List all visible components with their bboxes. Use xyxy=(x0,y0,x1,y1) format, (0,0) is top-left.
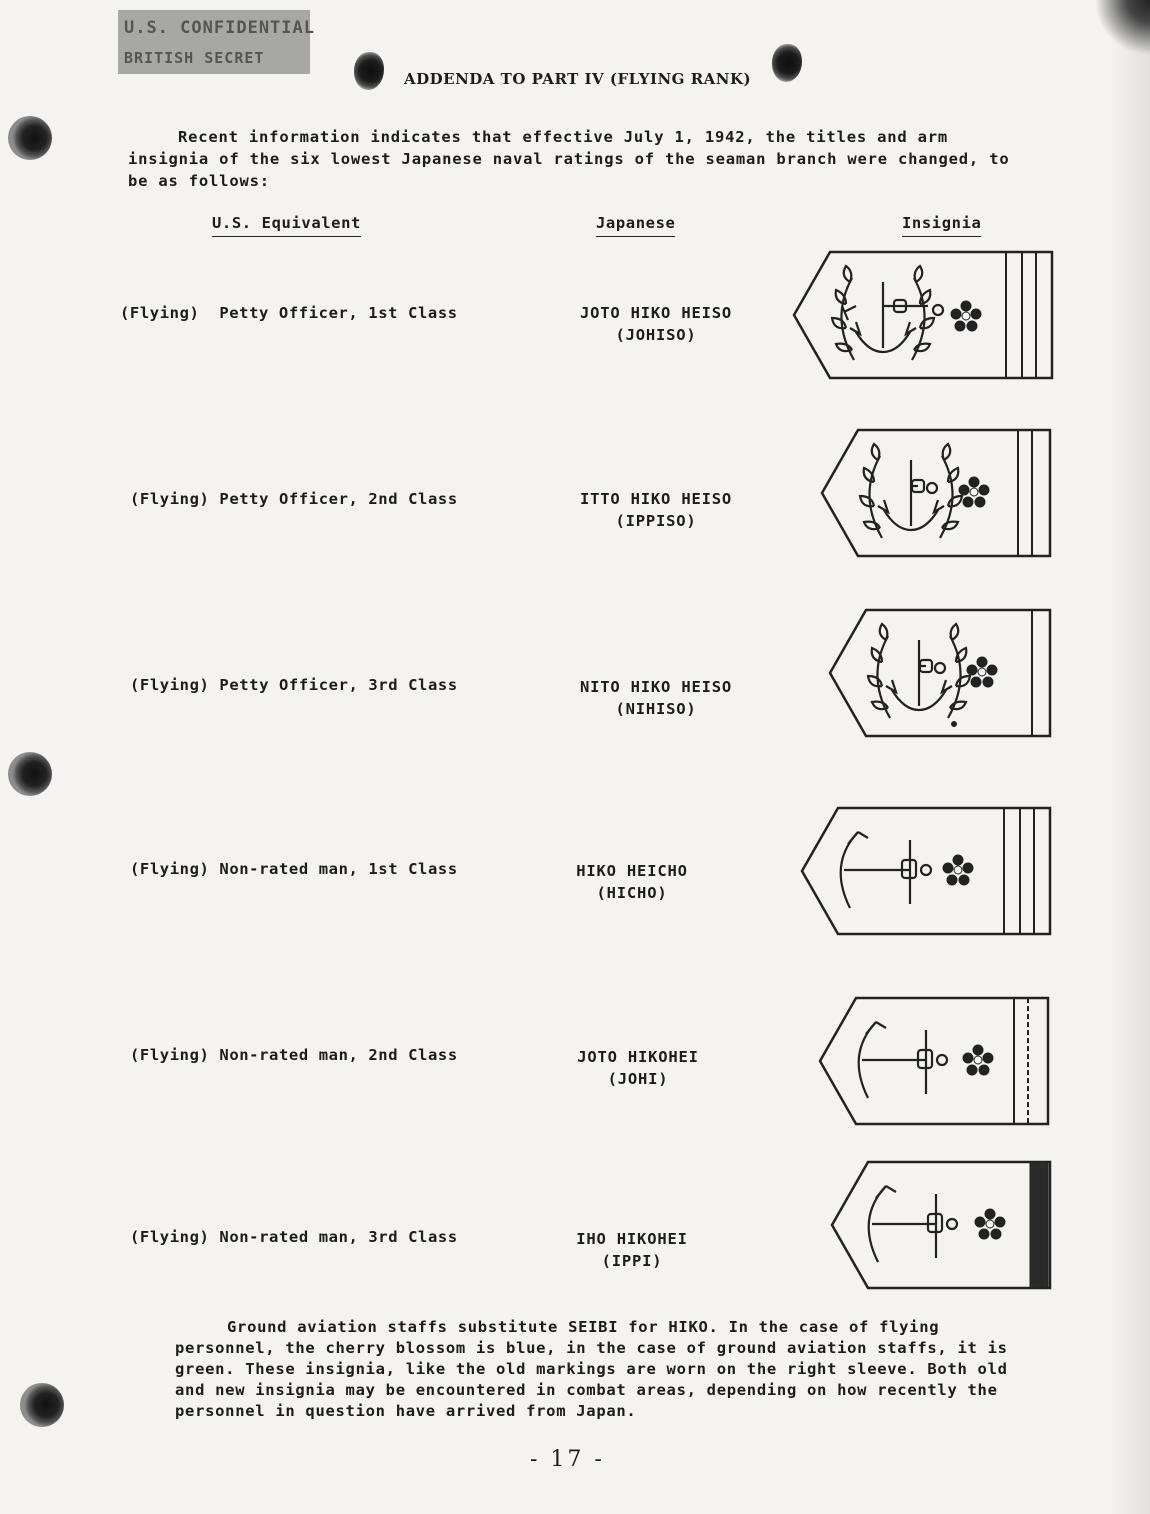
japanese-name: JOTO HIKOHEI xyxy=(577,1048,699,1066)
anchor-cherry-blossom-icon xyxy=(798,804,1054,938)
wreathed-anchor-cherry-blossom-icon xyxy=(818,426,1054,560)
stamp-line-1: U.S. CONFIDENTIAL xyxy=(124,18,315,38)
anchor-cherry-blossom-icon xyxy=(828,1158,1054,1292)
us-equivalent: (Flying) Petty Officer, 3rd Class xyxy=(130,676,458,694)
intro-text: Recent information indicates that effective July 1, 1942, the titles and arm insignia of the six lowest Japanese naval ratings of the seaman branch were changed, to be as follows: xyxy=(128,128,1010,190)
classification-stamp xyxy=(118,10,315,74)
japanese-abbreviation: (HICHO) xyxy=(596,884,668,902)
page-title: ADDENDA TO PART IV (FLYING RANK) xyxy=(404,70,752,88)
japanese-abbreviation: (IPPI) xyxy=(601,1252,663,1270)
japanese-name: HIKO HEICHO xyxy=(576,862,688,880)
japanese-title xyxy=(522,860,742,904)
stamp-line-2: BRITISH SECRET xyxy=(124,49,265,67)
japanese-abbreviation: (IPPISO) xyxy=(615,512,697,530)
wreathed-anchor-cherry-blossom-icon xyxy=(790,248,1054,382)
japanese-title xyxy=(546,488,766,532)
japanese-abbreviation: (JOHI) xyxy=(607,1070,669,1088)
us-equivalent: (Flying) Petty Officer, 2nd Class xyxy=(130,490,458,508)
column-header-us: U.S. Equivalent xyxy=(212,214,361,237)
us-equivalent: (Flying) Non-rated man, 1st Class xyxy=(130,860,458,878)
ink-blot-right xyxy=(772,44,802,82)
japanese-abbreviation: (NIHISO) xyxy=(615,700,697,718)
japanese-name: NITO HIKO HEISO xyxy=(580,678,732,696)
closing-text: Ground aviation staffs substitute SEIBI for HIKO. In the case of flying personnel, the cherry blossom is blue, in the case of ground aviation staffs, it is green. These insignia, like the old markings are worn on the right sleeve. Both old and new insignia may be encountered in combat areas, depending on how recently the personnel in question have arrived from Japan. xyxy=(175,1318,1008,1420)
wreathed-anchor-cherry-blossom-icon xyxy=(826,606,1054,740)
us-equivalent: (Flying) Petty Officer, 1st Class xyxy=(120,304,458,322)
us-equivalent: (Flying) Non-rated man, 3rd Class xyxy=(130,1228,458,1246)
page-edge-shadow xyxy=(1110,0,1150,1514)
japanese-title xyxy=(546,302,766,346)
binder-hole-middle xyxy=(8,752,52,796)
binder-hole-top xyxy=(8,116,52,160)
us-equivalent: (Flying) Non-rated man, 2nd Class xyxy=(130,1046,458,1064)
column-header-japanese: Japanese xyxy=(596,214,675,237)
closing-paragraph xyxy=(175,1317,1025,1422)
anchor-cherry-blossom-icon xyxy=(816,994,1054,1128)
page-corner-shadow xyxy=(1090,0,1150,60)
japanese-name: IHO HIKOHEI xyxy=(576,1230,688,1248)
japanese-title xyxy=(522,1228,742,1272)
japanese-name: JOTO HIKO HEISO xyxy=(580,304,732,322)
ink-blot-left xyxy=(354,52,384,90)
page-number: - 17 - xyxy=(530,1447,605,1472)
column-header-insignia: Insignia xyxy=(902,214,981,237)
japanese-abbreviation: (JOHISO) xyxy=(615,326,697,344)
japanese-name: ITTO HIKO HEISO xyxy=(580,490,732,508)
intro-paragraph xyxy=(128,126,1028,192)
binder-hole-bottom xyxy=(20,1383,64,1427)
japanese-title xyxy=(546,676,766,720)
japanese-title xyxy=(528,1046,748,1090)
